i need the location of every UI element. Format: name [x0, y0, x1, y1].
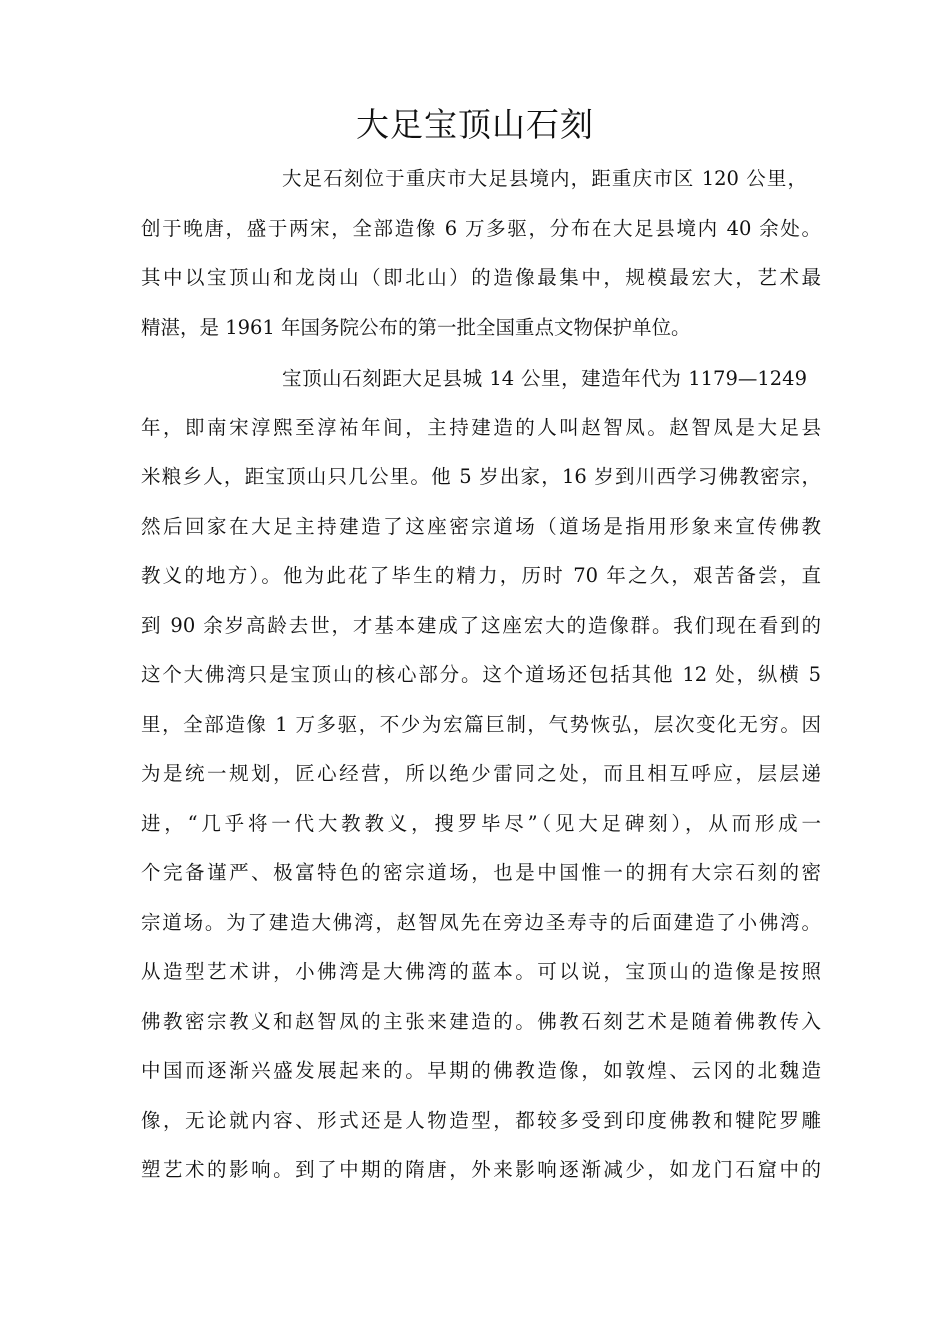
text-line: 其中以宝顶山和龙岗山（即北山）的造像最集中，规模最宏大，艺术最 [141, 266, 821, 289]
text-line: 佛教密宗教义和赵智凤的主张来建造的。佛教石刻艺术是随着佛教传入 [141, 1010, 821, 1033]
text-line: 塑艺术的影响。到了中期的隋唐，外来影响逐渐减少，如龙门石窟中的 [141, 1158, 821, 1181]
text-line: 进，“几乎将一代大教教义，搜罗毕尽”（见大足碑刻），从而形成一 [141, 812, 821, 835]
text-line: 米粮乡人，距宝顶山只几公里。他 5 岁出家，16 岁到川西学习佛教密宗， [141, 465, 821, 488]
text-line: 宝顶山石刻距大足县城 14 公里，建造年代为 1179—1249 [282, 367, 807, 390]
text-line: 然后回家在大足主持建造了这座密宗道场（道场是指用形象来宣传佛教 [141, 515, 821, 538]
text-line: 从造型艺术讲，小佛湾是大佛湾的蓝本。可以说，宝顶山的造像是按照 [141, 960, 821, 983]
text-line: 像，无论就内容、形式还是人物造型，都较多受到印度佛教和犍陀罗雕 [141, 1109, 821, 1132]
text-line: 这个大佛湾只是宝顶山的核心部分。这个道场还包括其他 12 处，纵横 5 [141, 663, 821, 686]
text-line: 教义的地方）。他为此花了毕生的精力，历时 70 年之久，艰苦备尝，直 [141, 564, 821, 587]
text-line: 宗道场。为了建造大佛湾，赵智凤先在旁边圣寿寺的后面建造了小佛湾。 [141, 911, 821, 934]
document-title: 大足宝顶山石刻 [356, 105, 594, 144]
text-line: 创于晚唐，盛于两宋，全部造像 6 万多驱，分布在大足县境内 40 余处。 [141, 217, 821, 240]
text-line: 精湛，是 1961 年国务院公布的第一批全国重点文物保护单位。 [141, 316, 691, 339]
text-line: 里，全部造像 1 万多驱，不少为宏篇巨制，气势恢弘，层次变化无穷。因 [141, 713, 821, 736]
text-line: 为是统一规划，匠心经营，所以绝少雷同之处，而且相互呼应，层层递 [141, 762, 821, 785]
text-line: 中国而逐渐兴盛发展起来的。早期的佛教造像，如敦煌、云冈的北魏造 [141, 1059, 821, 1082]
text-line: 大足石刻位于重庆市大足县境内，距重庆市区 120 公里， [282, 167, 807, 190]
text-line: 个完备谨严、极富特色的密宗道场，也是中国惟一的拥有大宗石刻的密 [141, 861, 821, 884]
text-line: 年，即南宋淳熙至淳祐年间，主持建造的人叫赵智凤。赵智凤是大足县 [141, 416, 821, 439]
text-line: 到 90 余岁高龄去世，才基本建成了这座宏大的造像群。我们现在看到的 [141, 614, 821, 637]
